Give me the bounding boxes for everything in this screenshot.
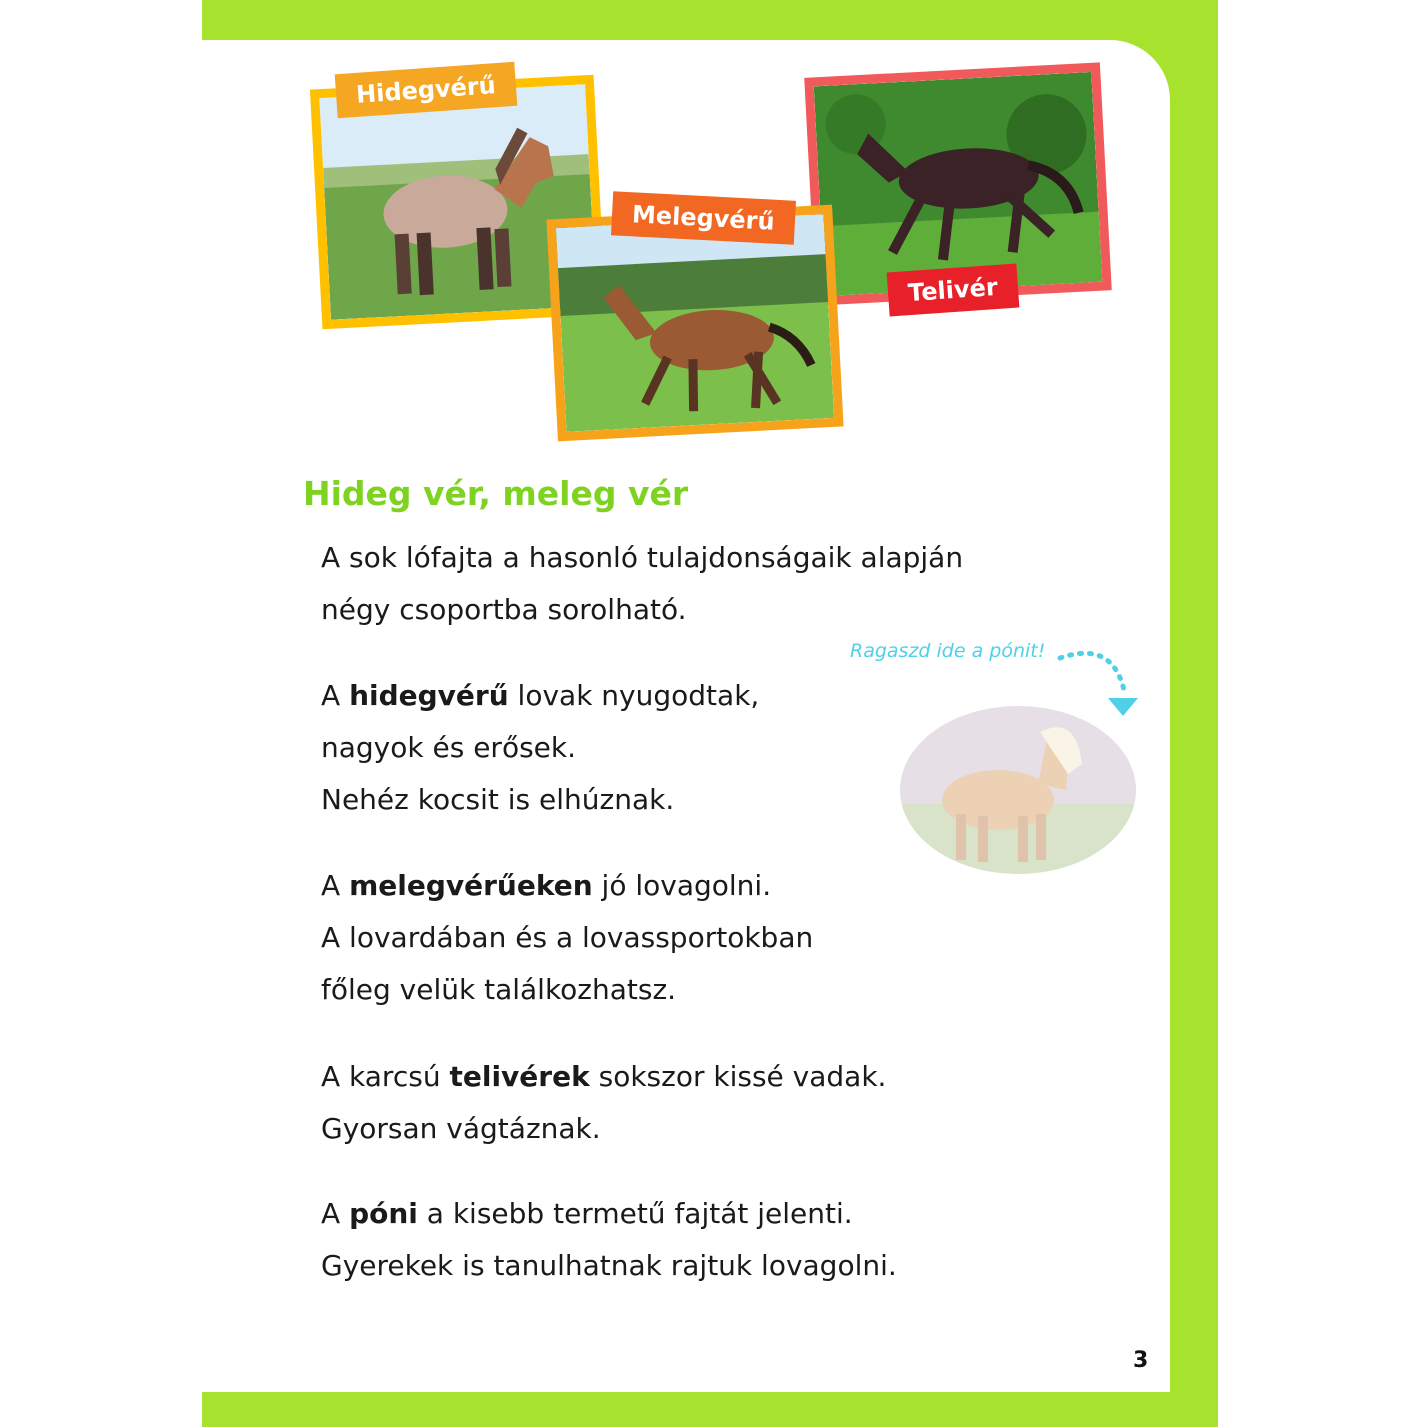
teli-bold: telivérek [449, 1060, 590, 1093]
meleg-line-3: főleg velük találkozhatsz. [321, 973, 677, 1006]
meleg-post: jó lovagolni. [592, 869, 772, 902]
thoroughbred-image [814, 72, 1103, 296]
tag-melegveru: Melegvérű [611, 191, 796, 245]
intro-line-2: négy csoportba sorolható. [321, 593, 687, 626]
meleg-line-2: A lovardában és a lovassportokban [321, 921, 814, 954]
teli-post: sokszor kissé vadak. [589, 1060, 887, 1093]
hideg-post: lovak nyugodtak, [508, 679, 760, 712]
teli-pre: A karcsú [321, 1060, 450, 1093]
hidegveru-paragraph [321, 670, 759, 826]
photo-melegveru [546, 205, 843, 442]
melegveru-paragraph [321, 860, 813, 1016]
meleg-pre: A [321, 869, 350, 902]
hideg-line-3: Nehéz kocsit is elhúznak. [321, 783, 675, 816]
poni-paragraph [321, 1188, 897, 1292]
sticker-hint-label: Ragaszd ide a pónit! [850, 640, 1046, 662]
section-heading: Hideg vér, meleg vér [303, 474, 689, 513]
intro-paragraph [321, 532, 963, 636]
meleg-bold: melegvérűeken [349, 869, 593, 902]
hideg-line-2: nagyok és erősek. [321, 731, 577, 764]
poni-bold: póni [349, 1197, 418, 1230]
hideg-pre: A [321, 679, 350, 712]
warmblood-image [556, 214, 834, 432]
tag-teliver: Telivér [887, 264, 1019, 317]
poni-post: a kisebb termetű fajtát jelenti. [417, 1197, 853, 1230]
pony-sticker-placeholder [898, 704, 1138, 876]
poni-line-2: Gyerekek is tanulhatnak rajtuk lovagolni. [321, 1249, 897, 1282]
hideg-bold: hidegvérű [349, 679, 509, 712]
intro-line-1: A sok lófajta a hasonló tulajdonságaik alapján [321, 541, 964, 574]
tag-hidegveru: Hidegvérű [335, 62, 517, 118]
page-number: 3 [1133, 1348, 1149, 1373]
teliver-paragraph [321, 1051, 886, 1155]
poni-pre: A [321, 1197, 350, 1230]
teli-line-2: Gyorsan vágtáznak. [321, 1112, 601, 1145]
